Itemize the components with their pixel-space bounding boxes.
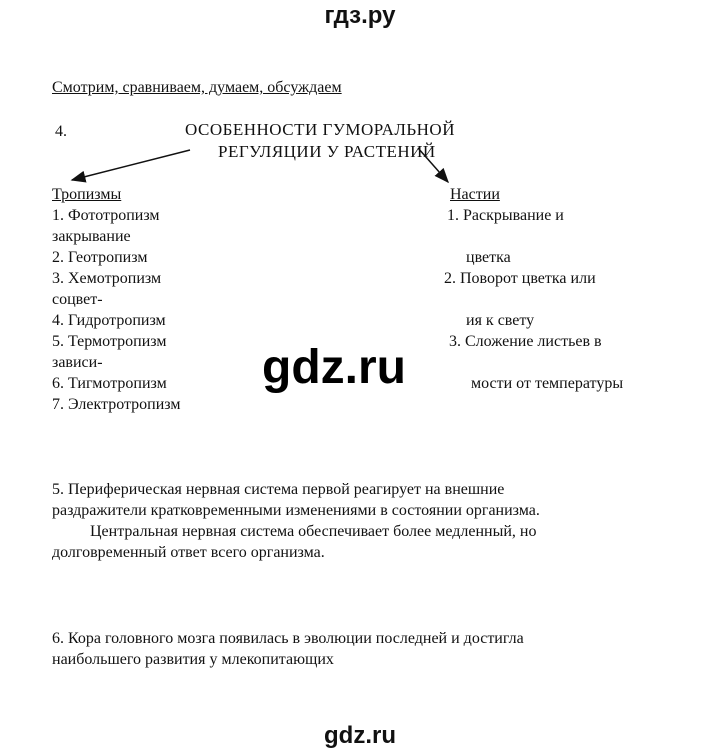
- list-item: ия к свету: [466, 312, 535, 329]
- site-header[interactable]: гдз.ру: [324, 2, 396, 29]
- list-item: 5. Термотропизм: [52, 333, 167, 350]
- task-4-heading-line2: РЕГУЛЯЦИИ У РАСТЕНИЙ: [218, 142, 436, 161]
- site-footer[interactable]: gdz.ru: [324, 722, 396, 749]
- list-item: 4. Гидротропизм: [52, 312, 166, 329]
- arrow-left: [72, 150, 190, 180]
- list-item: 1. Раскрывание и: [447, 207, 564, 224]
- list-item: 2. Поворот цветка или: [444, 270, 596, 287]
- task-5-line: долговременный ответ всего организма.: [52, 544, 325, 561]
- task-4-heading-line1: ОСОБЕННОСТИ ГУМОРАЛЬНОЙ: [185, 120, 455, 139]
- list-item: мости от температуры: [471, 375, 624, 392]
- task-6-line: 6. Кора головного мозга появилась в эволюции последней и достигла: [52, 630, 524, 647]
- nastic-title: Настии: [450, 186, 500, 203]
- section-subtitle: Смотрим, сравниваем, думаем, обсуждаем: [52, 79, 342, 96]
- task-5-line: раздражители кратковременными изменениями в состоянии организма.: [52, 502, 540, 519]
- list-item: зависи-: [52, 354, 103, 371]
- watermark: gdz.ru: [262, 341, 406, 394]
- list-item: 2. Геотропизм: [52, 249, 148, 266]
- task-4-number: 4.: [55, 123, 67, 140]
- list-item: 1. Фототропизм: [52, 207, 160, 224]
- list-item: 3. Сложение листьев в: [449, 333, 602, 350]
- list-item: 3. Хемотропизм: [52, 270, 162, 287]
- task-5-line: 5. Периферическая нервная система первой реагирует на внешние: [52, 481, 505, 498]
- list-item: цветка: [466, 249, 511, 266]
- task-6-line: наибольшего развития у млекопитающих: [52, 651, 334, 668]
- list-item: 6. Тигмотропизм: [52, 375, 167, 392]
- arrow-right: [418, 148, 448, 182]
- task-5-line: Центральная нервная система обеспечивает более медленный, но: [90, 523, 537, 540]
- tropisms-title: Тропизмы: [52, 186, 122, 203]
- list-item: закрывание: [52, 228, 131, 245]
- list-item: соцвет-: [52, 291, 103, 308]
- list-item: 7. Электротропизм: [52, 396, 181, 413]
